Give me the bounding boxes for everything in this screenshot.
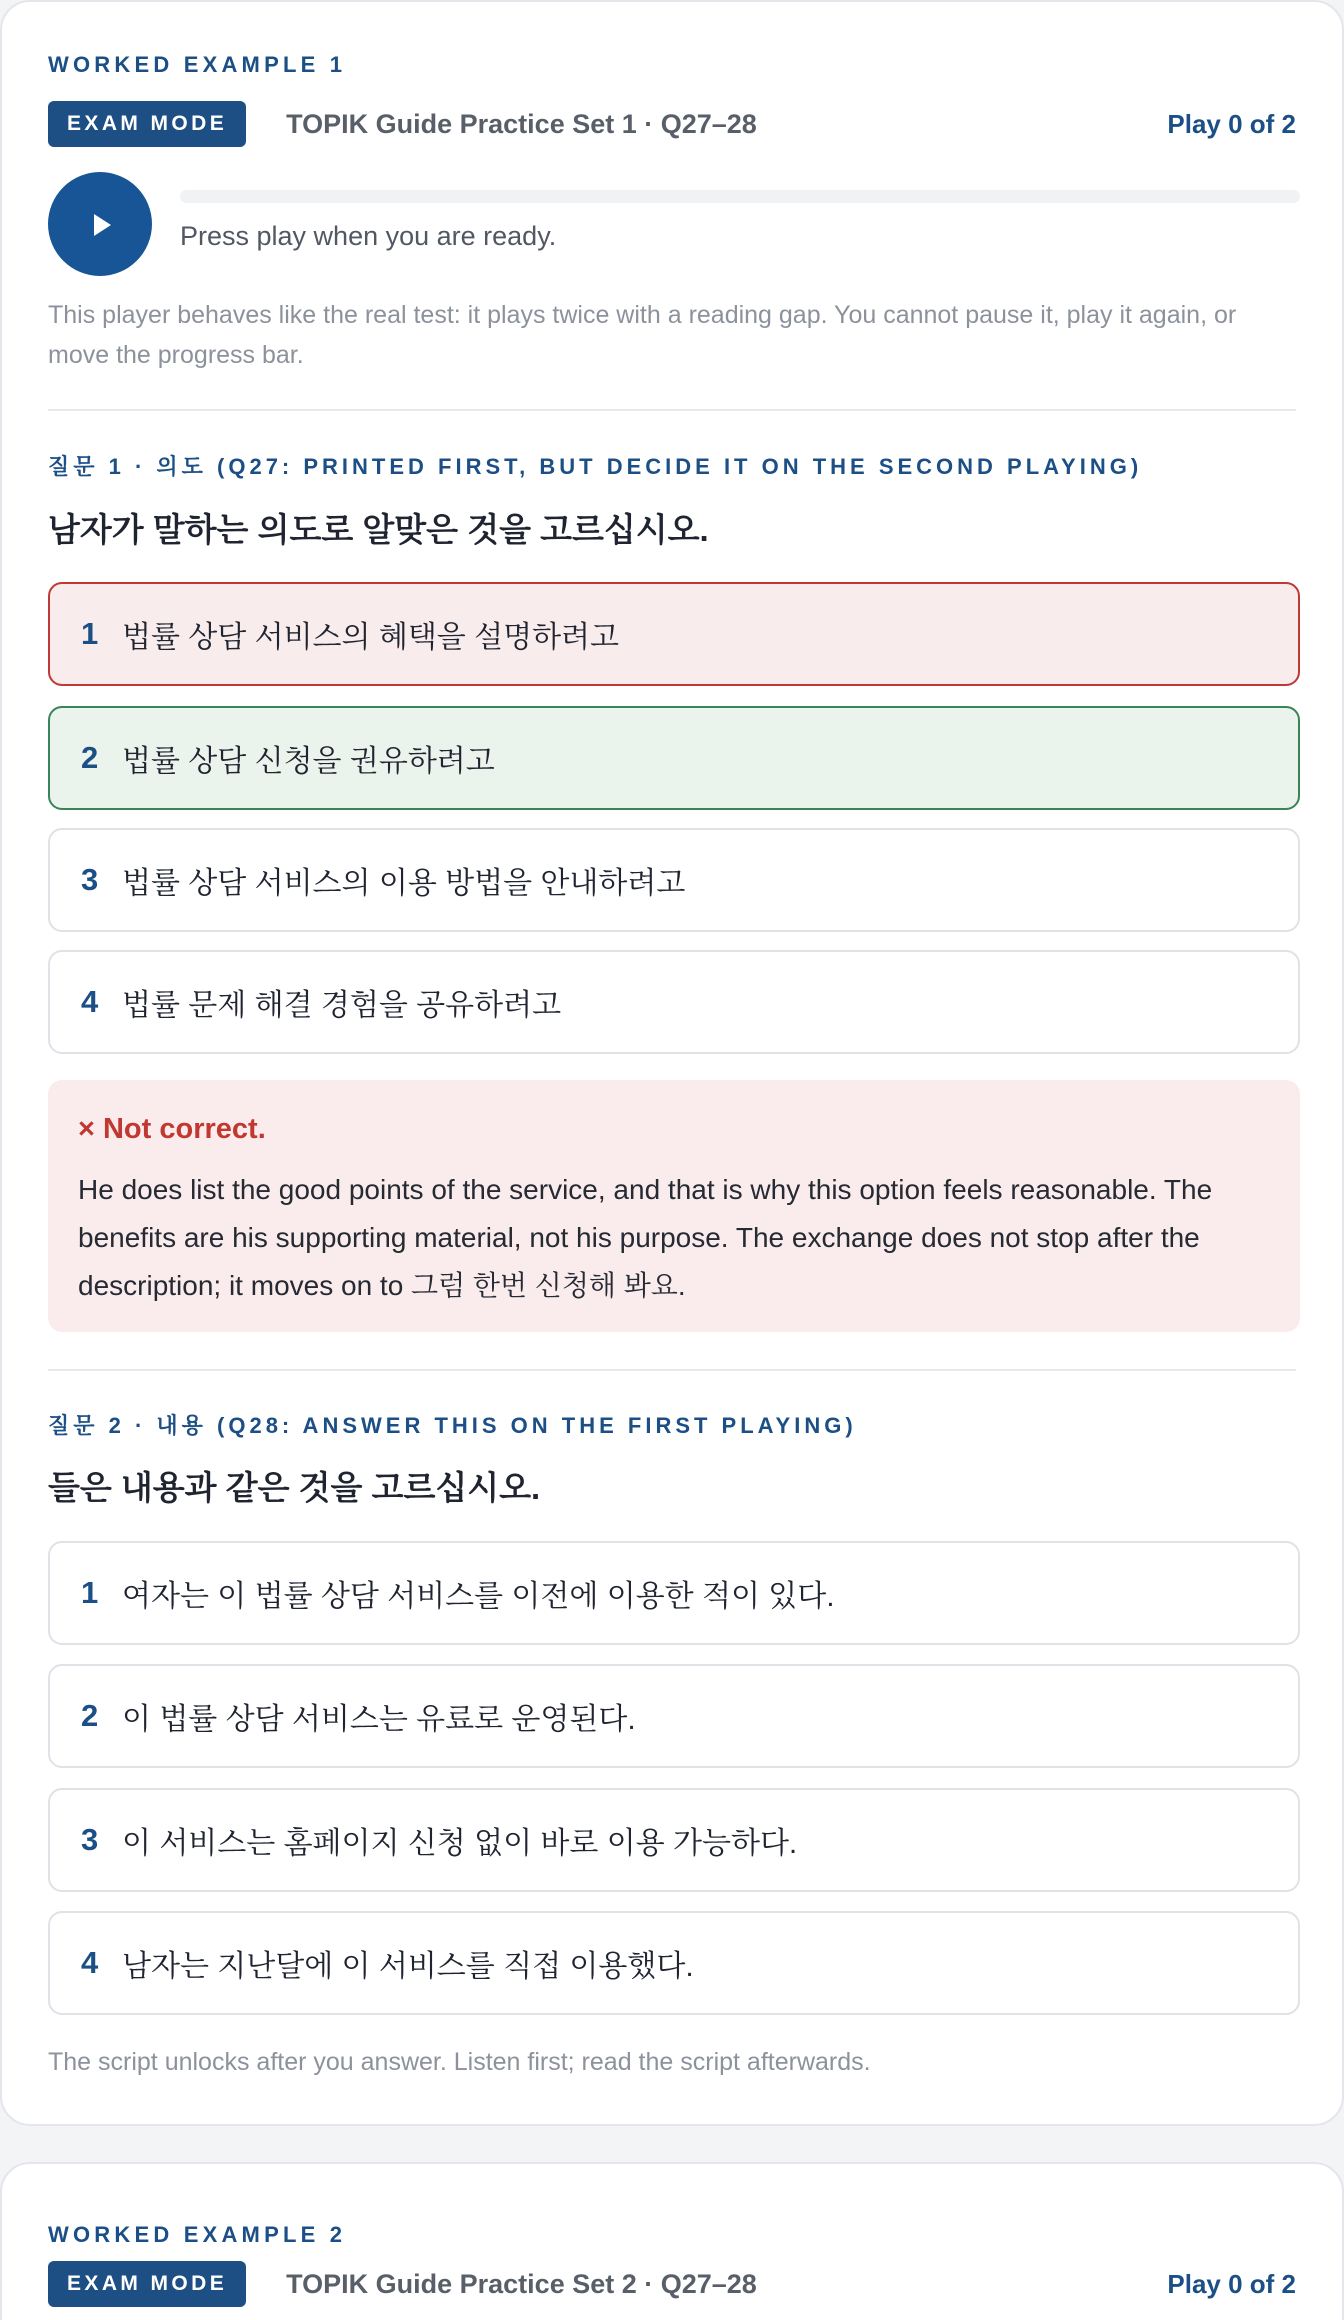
example-kicker: WORKED EXAMPLE 2 [48,2222,347,2247]
option-number: 1 [81,616,99,651]
feedback-body: He does list the good points of the service, and that is why this option feels reasonable. The benefits are his supporting material, not his purpose. The exchange does not stop after the description; it moves on to 그럼 한번 신청해 봐요. [78,1174,1213,1301]
divider [48,409,1296,411]
question-2-kicker: 질문 2 · 내용 (Q28: ANSWER THIS ON THE FIRST PLAYING) [48,1413,857,1438]
practice-set-title: TOPIK Guide Practice Set 2 · Q27–28 [286,2268,757,2299]
q2-option-1[interactable] [48,1541,1300,1645]
script-locked-note: The script unlocks after you answer. Listen first; read the script afterwards. [48,2048,871,2076]
option-text: 법률 상담 신청을 권유하려고 [122,745,495,778]
q2-option-3[interactable] [48,1788,1300,1892]
option-text: 이 서비스는 홈페이지 신청 없이 바로 이용 가능하다. [122,1827,798,1860]
q1-option-3[interactable] [48,828,1300,932]
option-number: 2 [81,1698,99,1733]
play-button[interactable] [48,172,152,276]
option-number: 4 [81,1945,99,1980]
option-text: 법률 문제 해결 경험을 공유하려고 [122,989,562,1022]
feedback-heading: × Not correct. [78,1113,266,1145]
option-text: 여자는 이 법률 상담 서비스를 이전에 이용한 적이 있다. [122,1580,835,1613]
exam-mode-badge: EXAM MODE [48,101,246,147]
audio-progress-bar [180,190,1300,203]
option-text: 법률 상담 서비스의 혜택을 설명하려고 [122,621,620,654]
q2-option-2[interactable] [48,1664,1300,1768]
player-note: This player behaves like the real test: it plays twice with a reading gap. You cannot pause it, play it again, or move the progress bar. [48,301,1237,369]
option-number: 1 [81,1575,99,1610]
q1-option-4[interactable] [48,950,1300,1054]
q1-option-1[interactable] [48,582,1300,686]
worked-example-card-2 [0,2162,1344,2320]
exam-header [48,2261,1296,2307]
example-kicker: WORKED EXAMPLE 1 [48,52,347,77]
option-text: 이 법률 상담 서비스는 유료로 운영된다. [122,1703,636,1736]
question-2-text: 들은 내용과 같은 것을 고르십시오. [48,1469,541,1506]
exam-header [48,101,1296,147]
option-number: 3 [81,1822,99,1857]
q1-option-2[interactable] [48,706,1300,810]
play-icon [94,214,111,236]
question-1-text: 남자가 말하는 의도로 알맞은 것을 고르십시오. [48,511,709,548]
option-number: 2 [81,740,99,775]
divider [48,1369,1296,1371]
option-text: 남자는 지난달에 이 서비스를 직접 이용했다. [122,1950,694,1983]
option-number: 4 [81,984,99,1019]
practice-set-title: TOPIK Guide Practice Set 1 · Q27–28 [286,108,757,139]
question-1-kicker: 질문 1 · 의도 (Q27: PRINTED FIRST, BUT DECIDE IT ON THE SECOND PLAYING) [48,454,1143,479]
play-count: Play 0 of 2 [1167,2268,1296,2299]
option-number: 3 [81,862,99,897]
q2-option-4[interactable] [48,1911,1300,2015]
option-text: 법률 상담 서비스의 이용 방법을 안내하려고 [122,867,686,900]
exam-mode-badge: EXAM MODE [48,2261,246,2307]
play-count: Play 0 of 2 [1167,108,1296,139]
player-status: Press play when you are ready. [180,221,557,251]
answer-feedback [48,1080,1300,1332]
